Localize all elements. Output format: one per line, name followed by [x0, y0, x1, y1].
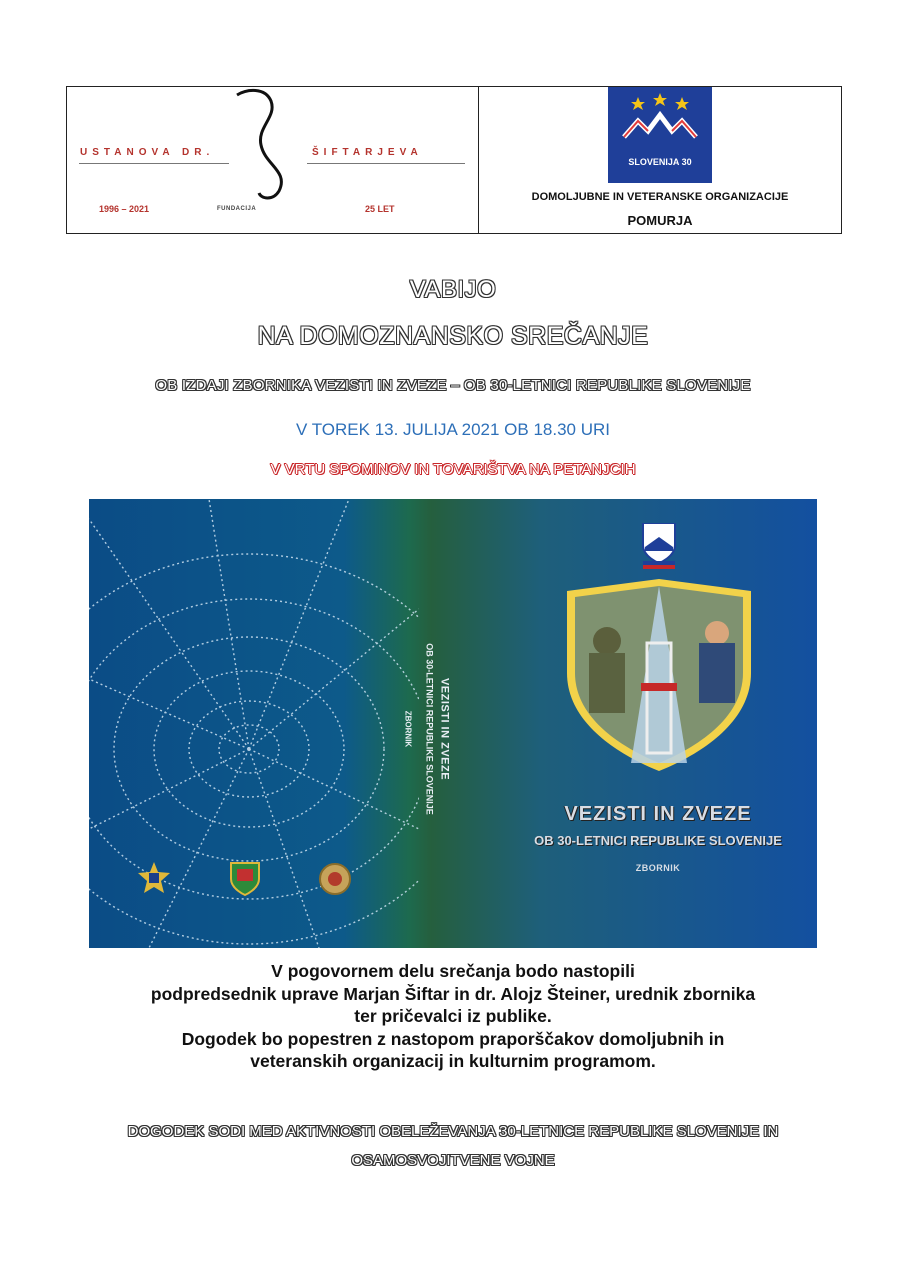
- organization-cell: [479, 87, 841, 233]
- occasion-line: OB IZDAJI ZBORNIKA VEZISTI IN ZVEZE – OB 30-LETNICI REPUBLIKE SLOVENIJE: [155, 377, 751, 394]
- emblem-icon: [317, 861, 353, 897]
- book-cover-image: [89, 499, 817, 948]
- description-line: podpredsednik uprave Marjan Šiftar in dr. Alojz Šteiner, urednik zbornika: [150, 983, 756, 1004]
- description-line: Dogodek bo popestren z nastopom praporščakov domoljubnih in: [181, 1028, 725, 1049]
- emblem-icon: [227, 859, 263, 897]
- divider: [79, 163, 229, 164]
- spine-subtitle: OB 30-LETNICI REPUBLIKE SLOVENIJE: [424, 643, 435, 815]
- title-event: NA DOMOZNANSKO SREČANJE: [257, 322, 649, 350]
- slovenija-30-logo: [608, 87, 712, 183]
- organization-name: DOMOLJUBNE IN VETERANSKE ORGANIZACIJE: [531, 191, 789, 203]
- foundation-name-left: USTANOVA DR.: [80, 147, 215, 158]
- header-box: [66, 86, 842, 234]
- description-line: veteranskih organizacij in kulturnim programom.: [250, 1051, 656, 1071]
- description-line: V pogovornem delu srečanja bodo nastopili: [271, 961, 635, 981]
- emblem-icon: [137, 861, 171, 895]
- title-invite: VABIJO: [409, 276, 497, 303]
- stars-mountain-icon: [608, 87, 712, 157]
- foundation-label: FUNDACIJA: [217, 206, 257, 212]
- foundation-anniversary: 25 LET: [365, 204, 395, 214]
- spine-label: ZBORNIK: [403, 710, 413, 748]
- divider: [307, 163, 465, 164]
- location: V VRTU SPOMINOV IN TOVARIŠTVA NA PETANJCIH: [270, 461, 636, 478]
- cover-title: VEZISTI IN ZVEZE: [564, 803, 752, 825]
- logo-label: SLOVENIJA 30: [628, 157, 692, 167]
- event-description: [60, 960, 846, 1073]
- footer-note-line2: OSAMOSVOJITVENE VOJNE: [351, 1152, 555, 1169]
- organization-region: POMURJA: [627, 213, 693, 228]
- shield-photo-icon: [559, 523, 759, 773]
- date-time: V TOREK 13. JULIJA 2021 OB 18.30 URI: [295, 420, 611, 439]
- foundation-years: 1996 – 2021: [99, 204, 150, 214]
- spine-title: VEZISTI IN ZVEZE: [438, 677, 451, 781]
- footer-note-line1: DOGODEK SODI MED AKTIVNOSTI OBELEŽEVANJA 30-LETNICE REPUBLIKE SLOVENIJE IN: [127, 1123, 779, 1140]
- foundation-logo: [67, 87, 479, 233]
- signature-stroke-icon: [227, 87, 307, 203]
- description-line: ter pričevalci iz publike.: [354, 1006, 552, 1026]
- book-spine: [404, 609, 451, 849]
- cover-subtitle: OB 30-LETNICI REPUBLIKE SLOVENIJE: [534, 833, 782, 848]
- foundation-name-right: ŠIFTARJEVA: [312, 147, 423, 158]
- cover-label: ZBORNIK: [635, 863, 681, 873]
